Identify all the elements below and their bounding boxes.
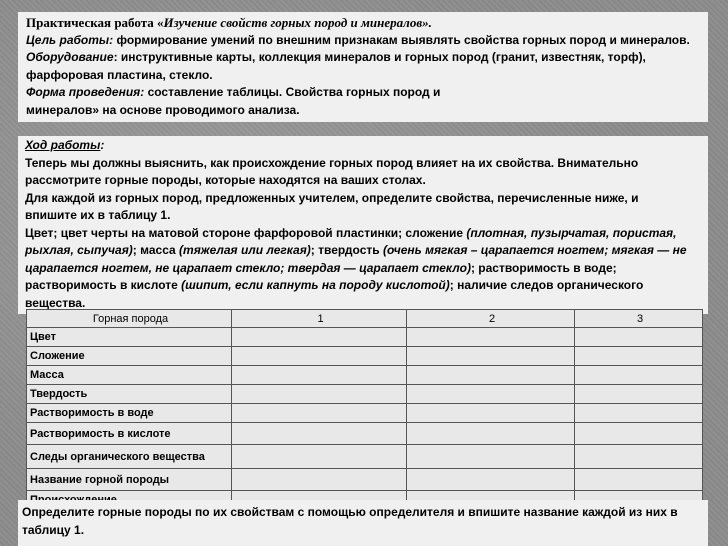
table-row: [27, 404, 703, 423]
procedure-line-5: Цвет; цвет черты на матовой стороне фарфоровой пластинки; сложение (плотная, пузырчатая, пористая,: [25, 225, 677, 240]
table-cell[interactable]: [575, 445, 703, 469]
header-sample-2: 2: [407, 310, 575, 328]
form-line-2: минералов» на основе проводимого анализа.: [26, 102, 300, 117]
procedure-line-4: впишите их в таблицу 1.: [25, 208, 171, 222]
table-row: [27, 385, 703, 404]
table-cell[interactable]: [407, 328, 575, 347]
work-title: Практическая работа «Изучение свойств горных пород и минералов».: [26, 15, 432, 30]
properties-table: [26, 309, 703, 510]
table-cell[interactable]: [407, 366, 575, 385]
table-cell[interactable]: [575, 404, 703, 423]
table-row: [27, 366, 703, 385]
table-cell[interactable]: [232, 445, 407, 469]
procedure-panel: [18, 136, 708, 314]
table-cell[interactable]: [575, 469, 703, 491]
table-cell[interactable]: [575, 328, 703, 347]
procedure-line-6: рыхлая, сыпучая); масса (тяжелая или легкая); твердость (очень мягкая – царапается ногтем; мягкая — не: [25, 243, 687, 257]
table-cell[interactable]: [232, 366, 407, 385]
table-cell[interactable]: [232, 385, 407, 404]
table-cell[interactable]: [232, 423, 407, 445]
intro-panel: [18, 12, 708, 122]
row-label: Масса: [27, 366, 232, 385]
procedure-line-1: Теперь мы должны выяснить, как происхождение горных пород влияет на их свойства. Внимательно: [25, 155, 639, 170]
header-rock: Горная порода: [27, 310, 232, 328]
table-cell[interactable]: [407, 445, 575, 469]
table-header-row: [27, 310, 703, 328]
row-label: Название горной породы: [27, 469, 232, 491]
table-row: [27, 328, 703, 347]
table-row: [27, 445, 703, 469]
header-sample-3: 3: [575, 310, 703, 328]
table-cell[interactable]: [232, 347, 407, 366]
row-label: Растворимость в кислоте: [27, 423, 232, 445]
table-cell[interactable]: [407, 423, 575, 445]
goal-line: Цель работы: формирование умений по внешним признакам выявлять свойства горных пород и минералов.: [26, 32, 690, 47]
conclusion-line-1: Определите горные породы по их свойствам с помощью определителя и впишите название каждой из них в: [22, 505, 678, 519]
procedure-line-7: царапается ногтем, не царапает стекло; твердая — царапает стекло); растворимость в воде;: [25, 260, 617, 275]
table-cell[interactable]: [575, 385, 703, 404]
table-row: [27, 423, 703, 445]
form-line: Форма проведения: составление таблицы. Свойства горных пород и: [26, 85, 441, 99]
conclusion-line-2: таблицу 1.: [22, 522, 85, 537]
table-row: [27, 347, 703, 366]
procedure-line-3: Для каждой из горных пород, предложенных учителем, определите свойства, перечисленные ниже, и: [25, 190, 639, 205]
row-label: Растворимость в воде: [27, 404, 232, 423]
row-label: Сложение: [27, 347, 232, 366]
header-sample-1: 1: [232, 310, 407, 328]
procedure-heading: Ход работы:: [25, 138, 105, 152]
row-label: Следы органического вещества: [27, 445, 232, 469]
equipment-line-2: фарфоровая пластина, стекло.: [26, 67, 213, 82]
table-cell[interactable]: [232, 328, 407, 347]
table-cell[interactable]: [575, 347, 703, 366]
table-row: [27, 469, 703, 491]
table-cell[interactable]: [407, 385, 575, 404]
row-label: Цвет: [27, 328, 232, 347]
table-cell[interactable]: [407, 347, 575, 366]
conclusion-panel: [18, 500, 708, 546]
procedure-line-8: растворимость в кислоте (шипит, если капнуть на породу кислотой); наличие следов органического: [25, 278, 644, 292]
row-label: Твердость: [27, 385, 232, 404]
table-cell[interactable]: [407, 404, 575, 423]
table-cell[interactable]: [232, 469, 407, 491]
procedure-line-9: вещества.: [25, 295, 86, 310]
table-cell[interactable]: [575, 423, 703, 445]
equipment-line: Оборудование: инструктивные карты, коллекция минералов и горных пород (гранит, известняк, торф),: [26, 50, 646, 64]
table-cell[interactable]: [575, 366, 703, 385]
procedure-line-2: рассмотрите горные породы, которые находятся на ваших столах.: [25, 173, 426, 187]
table-cell[interactable]: [232, 404, 407, 423]
table-cell[interactable]: [407, 469, 575, 491]
